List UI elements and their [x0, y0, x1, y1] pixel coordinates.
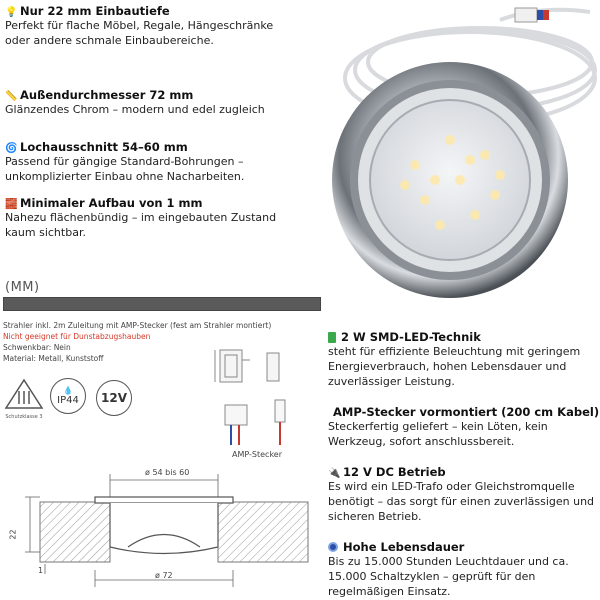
rim-dimension-label: 1: [38, 566, 44, 575]
protection-class-label: Schutzklasse 3: [5, 414, 43, 420]
feature-line: oder andere schmale Einbaubereiche.: [5, 34, 214, 47]
feature-title: 12 V DC Betrieb: [343, 465, 446, 479]
feature-line: Steckerfertig geliefert – kein Löten, kein: [328, 420, 548, 433]
feature-line: benötigt – das sorgt für einen zuverlässigen und: [328, 495, 595, 508]
feature-title: Lochausschnitt 54–60 mm: [20, 140, 188, 154]
feature-line: kaum sichtbar.: [5, 226, 86, 239]
roman-three-icon: [4, 378, 44, 410]
voltage-label: 12V: [101, 391, 127, 405]
feature-line: 15.000 Schaltzyklen – geprüft für den: [328, 570, 536, 583]
battery-icon: [328, 332, 336, 343]
height-dimension-label: 22: [8, 529, 18, 540]
feature-line: zuverlässiger Leistung.: [328, 375, 455, 388]
feature-line: Bis zu 15.000 Stunden Leuchtdauer und ca.: [328, 555, 569, 568]
water-drops-icon: 💧: [63, 386, 73, 395]
feature-block-mount: [5, 196, 295, 240]
feature-title: Hohe Lebensdauer: [343, 540, 465, 554]
feature-line: steht für effiziente Beleuchtung mit geringem: [328, 345, 581, 358]
spec-line: Material: Metall, Kunststoff: [3, 354, 104, 363]
feature-block-diameter: [5, 88, 295, 117]
feature-line: Perfekt für flache Möbel, Regale, Hängeschränke: [5, 19, 274, 32]
feature-line: sicheren Betrieb.: [328, 510, 422, 523]
feature-line: unkomplizierter Einbau ohne Nacharbeiten.: [5, 170, 245, 183]
ip-rating-label: IP44: [57, 395, 79, 406]
spec-line-warning: Nicht geeignet für Dunstabzugshauben: [3, 332, 151, 341]
spiral-icon: 🌀: [5, 143, 18, 154]
voltage-badge: [96, 380, 132, 416]
protection-class-badge: [4, 378, 44, 418]
feature-block-voltage: [328, 465, 598, 524]
feature-line: Glänzendes Chrom – modern und edel zugleich: [5, 103, 265, 116]
cable-plug: [515, 8, 549, 22]
feature-block-amp: [328, 405, 598, 449]
spec-line: Schwenkbar: Nein: [3, 343, 71, 352]
unit-label: (MM): [5, 280, 40, 295]
amp-connector-label: AMP-Stecker: [232, 450, 283, 459]
feature-block-led: [328, 330, 598, 389]
panel-right: [218, 502, 308, 562]
feature-line: Nahezu flächenbündig – im eingebauten Zustand: [5, 211, 277, 224]
feature-line: regelmäßigen Einsatz.: [328, 585, 451, 598]
product-photo: [300, 0, 600, 300]
feature-line: Energieverbrauch, hohen Lebensdauer und: [328, 360, 567, 373]
amp-connector-drawing: [205, 345, 305, 450]
feature-block-lifetime: [328, 540, 598, 599]
feature-title: Außendurchmesser 72 mm: [20, 88, 194, 102]
spec-line: Strahler inkl. 2m Zuleitung mit AMP-Stecker (fest am Strahler montiert): [3, 321, 272, 330]
diffuser-lens: [370, 100, 530, 260]
feature-line: Passend für gängige Standard-Bohrungen –: [5, 155, 244, 168]
cutout-dimension-label: ø 54 bis 60: [145, 468, 190, 477]
ip-rating-badge: [50, 378, 86, 414]
panel-left: [40, 502, 110, 562]
feature-title: 2 W SMD-LED-Technik: [341, 330, 481, 344]
feature-block-depth: [5, 4, 295, 48]
feature-block-cutout: [5, 140, 295, 184]
brick-icon: 🧱: [5, 199, 18, 210]
feature-line: Werkzeug, sofort anschlussbereit.: [328, 435, 515, 448]
scale-bar: [3, 297, 321, 311]
feature-title: Minimaler Aufbau von 1 mm: [20, 196, 203, 210]
feature-title: AMP-Stecker vormontiert (200 cm Kabel): [333, 405, 600, 419]
plug-icon: 🔌: [328, 468, 341, 479]
feature-line: Es wird ein LED-Trafo oder Gleichstromquelle: [328, 480, 575, 493]
ruler-icon: 📏: [5, 91, 18, 102]
bulb-icon: 💡: [5, 7, 18, 18]
lamp-profile: [95, 497, 233, 554]
target-icon: [328, 542, 338, 552]
outer-dimension-label: ø 72: [155, 571, 173, 580]
feature-title: Nur 22 mm Einbautiefe: [20, 4, 170, 18]
